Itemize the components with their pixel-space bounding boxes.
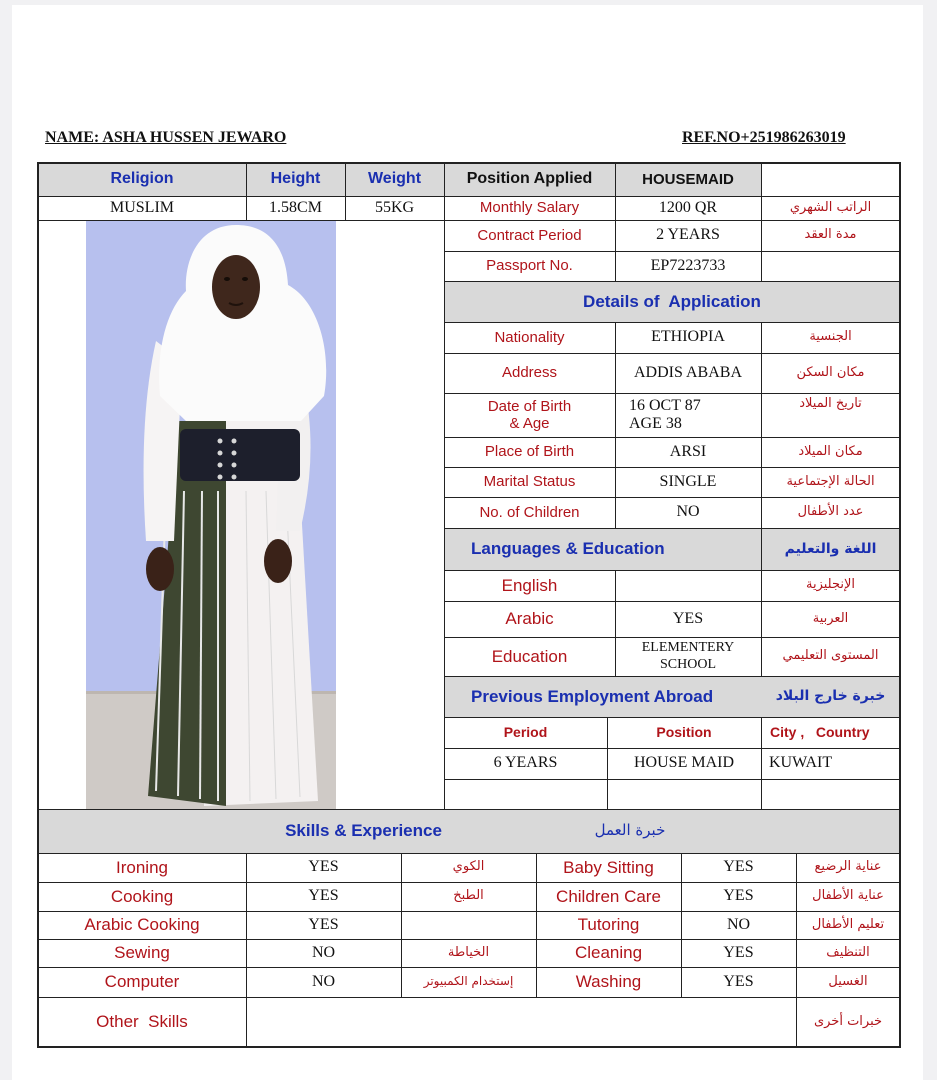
nationality-label: Nationality — [494, 328, 565, 346]
monthly-salary-value: 1200 QR — [658, 198, 718, 216]
address-value: ADDIS ABABA — [633, 363, 742, 381]
skill-tutoring-value: NO — [726, 915, 751, 933]
marital-status-arabic: الحالة الإجتماعية — [786, 473, 875, 489]
skill-baby-sitting-label: Baby Sitting — [563, 857, 654, 877]
languages-section-arabic: اللغة والتعليم — [784, 540, 877, 557]
skill-arabic-cooking-label: Arabic Cooking — [84, 915, 200, 935]
employment-position-value: HOUSE MAID — [634, 754, 734, 772]
nationality-value: ETHIOPIA — [651, 328, 725, 346]
skills-section-arabic: خبرة العمل — [594, 821, 666, 840]
religion-label: Religion — [110, 170, 174, 188]
height-value: 1.58CM — [269, 198, 322, 216]
dob-label: Date of Birth & Age — [487, 397, 572, 432]
skill-sewing-label: Sewing — [114, 943, 170, 963]
arabic-arabic: العربية — [812, 610, 849, 626]
monthly-salary-label: Monthly Salary — [479, 199, 580, 217]
dob-arabic: تاريخ الميلاد — [799, 396, 862, 411]
period-column-header: Period — [503, 724, 548, 741]
skill-computer-arabic: إستخدام الكمبيوتر — [423, 974, 514, 989]
address-label: Address — [501, 364, 558, 382]
skill-children-care-label: Children Care — [556, 886, 661, 906]
employment-section-title: Previous Employment Abroad — [471, 686, 714, 706]
details-section-title: Details of Application — [583, 291, 761, 311]
english-value — [615, 570, 761, 601]
skill-children-care-arabic: عناية الأطفال — [812, 888, 884, 904]
dob-value: 16 OCT 87 AGE 38 — [629, 396, 701, 432]
contract-period-value: 2 YEARS — [656, 226, 720, 244]
skill-cleaning-value: YES — [723, 943, 754, 961]
education-label: Education — [491, 646, 568, 666]
address-arabic: مكان السكن — [796, 364, 865, 380]
children-value: NO — [676, 503, 700, 521]
candidate-name: NAME: ASHA HUSSEN JEWARO — [45, 129, 287, 146]
skill-baby-sitting-value: YES — [723, 858, 754, 876]
arabic-value: YES — [672, 609, 704, 627]
marital-status-value: SINGLE — [659, 472, 717, 490]
skill-sewing-arabic: الخياطة — [447, 944, 490, 960]
skill-computer-label: Computer — [104, 972, 180, 992]
children-arabic: عدد الأطفال — [797, 504, 864, 520]
skill-tutoring-label: Tutoring — [577, 915, 640, 935]
skills-section-title: Skills & Experience — [285, 821, 442, 841]
skill-cooking-label: Cooking — [110, 886, 174, 906]
monthly-salary-arabic: الراتب الشهري — [789, 199, 872, 215]
passport-value: EP7223733 — [650, 256, 726, 274]
position-applied-value: HOUSEMAID — [642, 170, 734, 188]
place-of-birth-value: ARSI — [669, 442, 707, 460]
place-of-birth-label: Place of Birth — [484, 443, 575, 461]
education-arabic: المستوى التعليمي — [782, 648, 879, 664]
skill-arabic-cooking-arabic — [401, 911, 536, 939]
reference-number: REF.NO+251986263019 — [682, 129, 846, 146]
employment-city-value: KUWAIT — [769, 754, 833, 772]
skill-computer-value: NO — [311, 972, 336, 990]
skill-ironing-arabic: الكوي — [452, 859, 485, 875]
skill-cleaning-label: Cleaning — [574, 943, 643, 963]
height-label: Height — [270, 170, 321, 188]
weight-value: 55KG — [374, 198, 415, 216]
languages-section-title: Languages & Education — [471, 539, 665, 559]
position-applied-label: Position Applied — [466, 170, 593, 188]
city-country-column-header: City , Country — [770, 724, 870, 741]
weight-label: Weight — [367, 170, 422, 188]
contract-period-arabic: مدة العقد — [804, 227, 857, 243]
other-skills-arabic: خبرات أخرى — [813, 1013, 883, 1029]
skill-sewing-value: NO — [311, 943, 336, 961]
children-label: No. of Children — [479, 503, 580, 521]
skill-washing-arabic: الغسيل — [828, 973, 868, 989]
skill-ironing-label: Ironing — [116, 857, 168, 877]
passport-label: Passport No. — [486, 257, 573, 275]
skill-children-care-value: YES — [723, 887, 754, 905]
other-skills-label: Other Skills — [96, 1012, 188, 1032]
skill-washing-label: Washing — [575, 972, 642, 992]
skill-baby-sitting-arabic: عناية الرضيع — [814, 859, 882, 875]
skill-washing-value: YES — [723, 972, 754, 990]
marital-status-label: Marital Status — [483, 473, 576, 491]
nationality-arabic: الجنسية — [809, 329, 852, 345]
arabic-label: Arabic — [505, 609, 554, 629]
skill-cooking-value: YES — [308, 887, 339, 905]
employment-section-arabic: خبرة خارج البلاد — [775, 688, 886, 705]
position-column-header: Position — [656, 724, 712, 741]
employment-period-value: 6 YEARS — [493, 754, 558, 772]
skill-ironing-value: YES — [308, 858, 339, 876]
skill-tutoring-arabic: تعليم الأطفال — [811, 916, 885, 932]
place-of-birth-arabic: مكان الميلاد — [798, 443, 863, 459]
contract-period-label: Contract Period — [477, 226, 582, 244]
english-arabic: الإنجليزية — [805, 577, 856, 593]
skill-cooking-arabic: الطبخ — [453, 888, 484, 904]
skill-arabic-cooking-value: YES — [308, 915, 339, 933]
person-photo — [86, 221, 336, 809]
skill-cleaning-arabic: التنظيف — [826, 944, 870, 960]
person-photo-icon — [86, 221, 336, 809]
religion-value: MUSLIM — [109, 198, 174, 216]
english-label: English — [501, 575, 558, 595]
education-value: ELEMENTERY SCHOOL — [641, 640, 735, 672]
